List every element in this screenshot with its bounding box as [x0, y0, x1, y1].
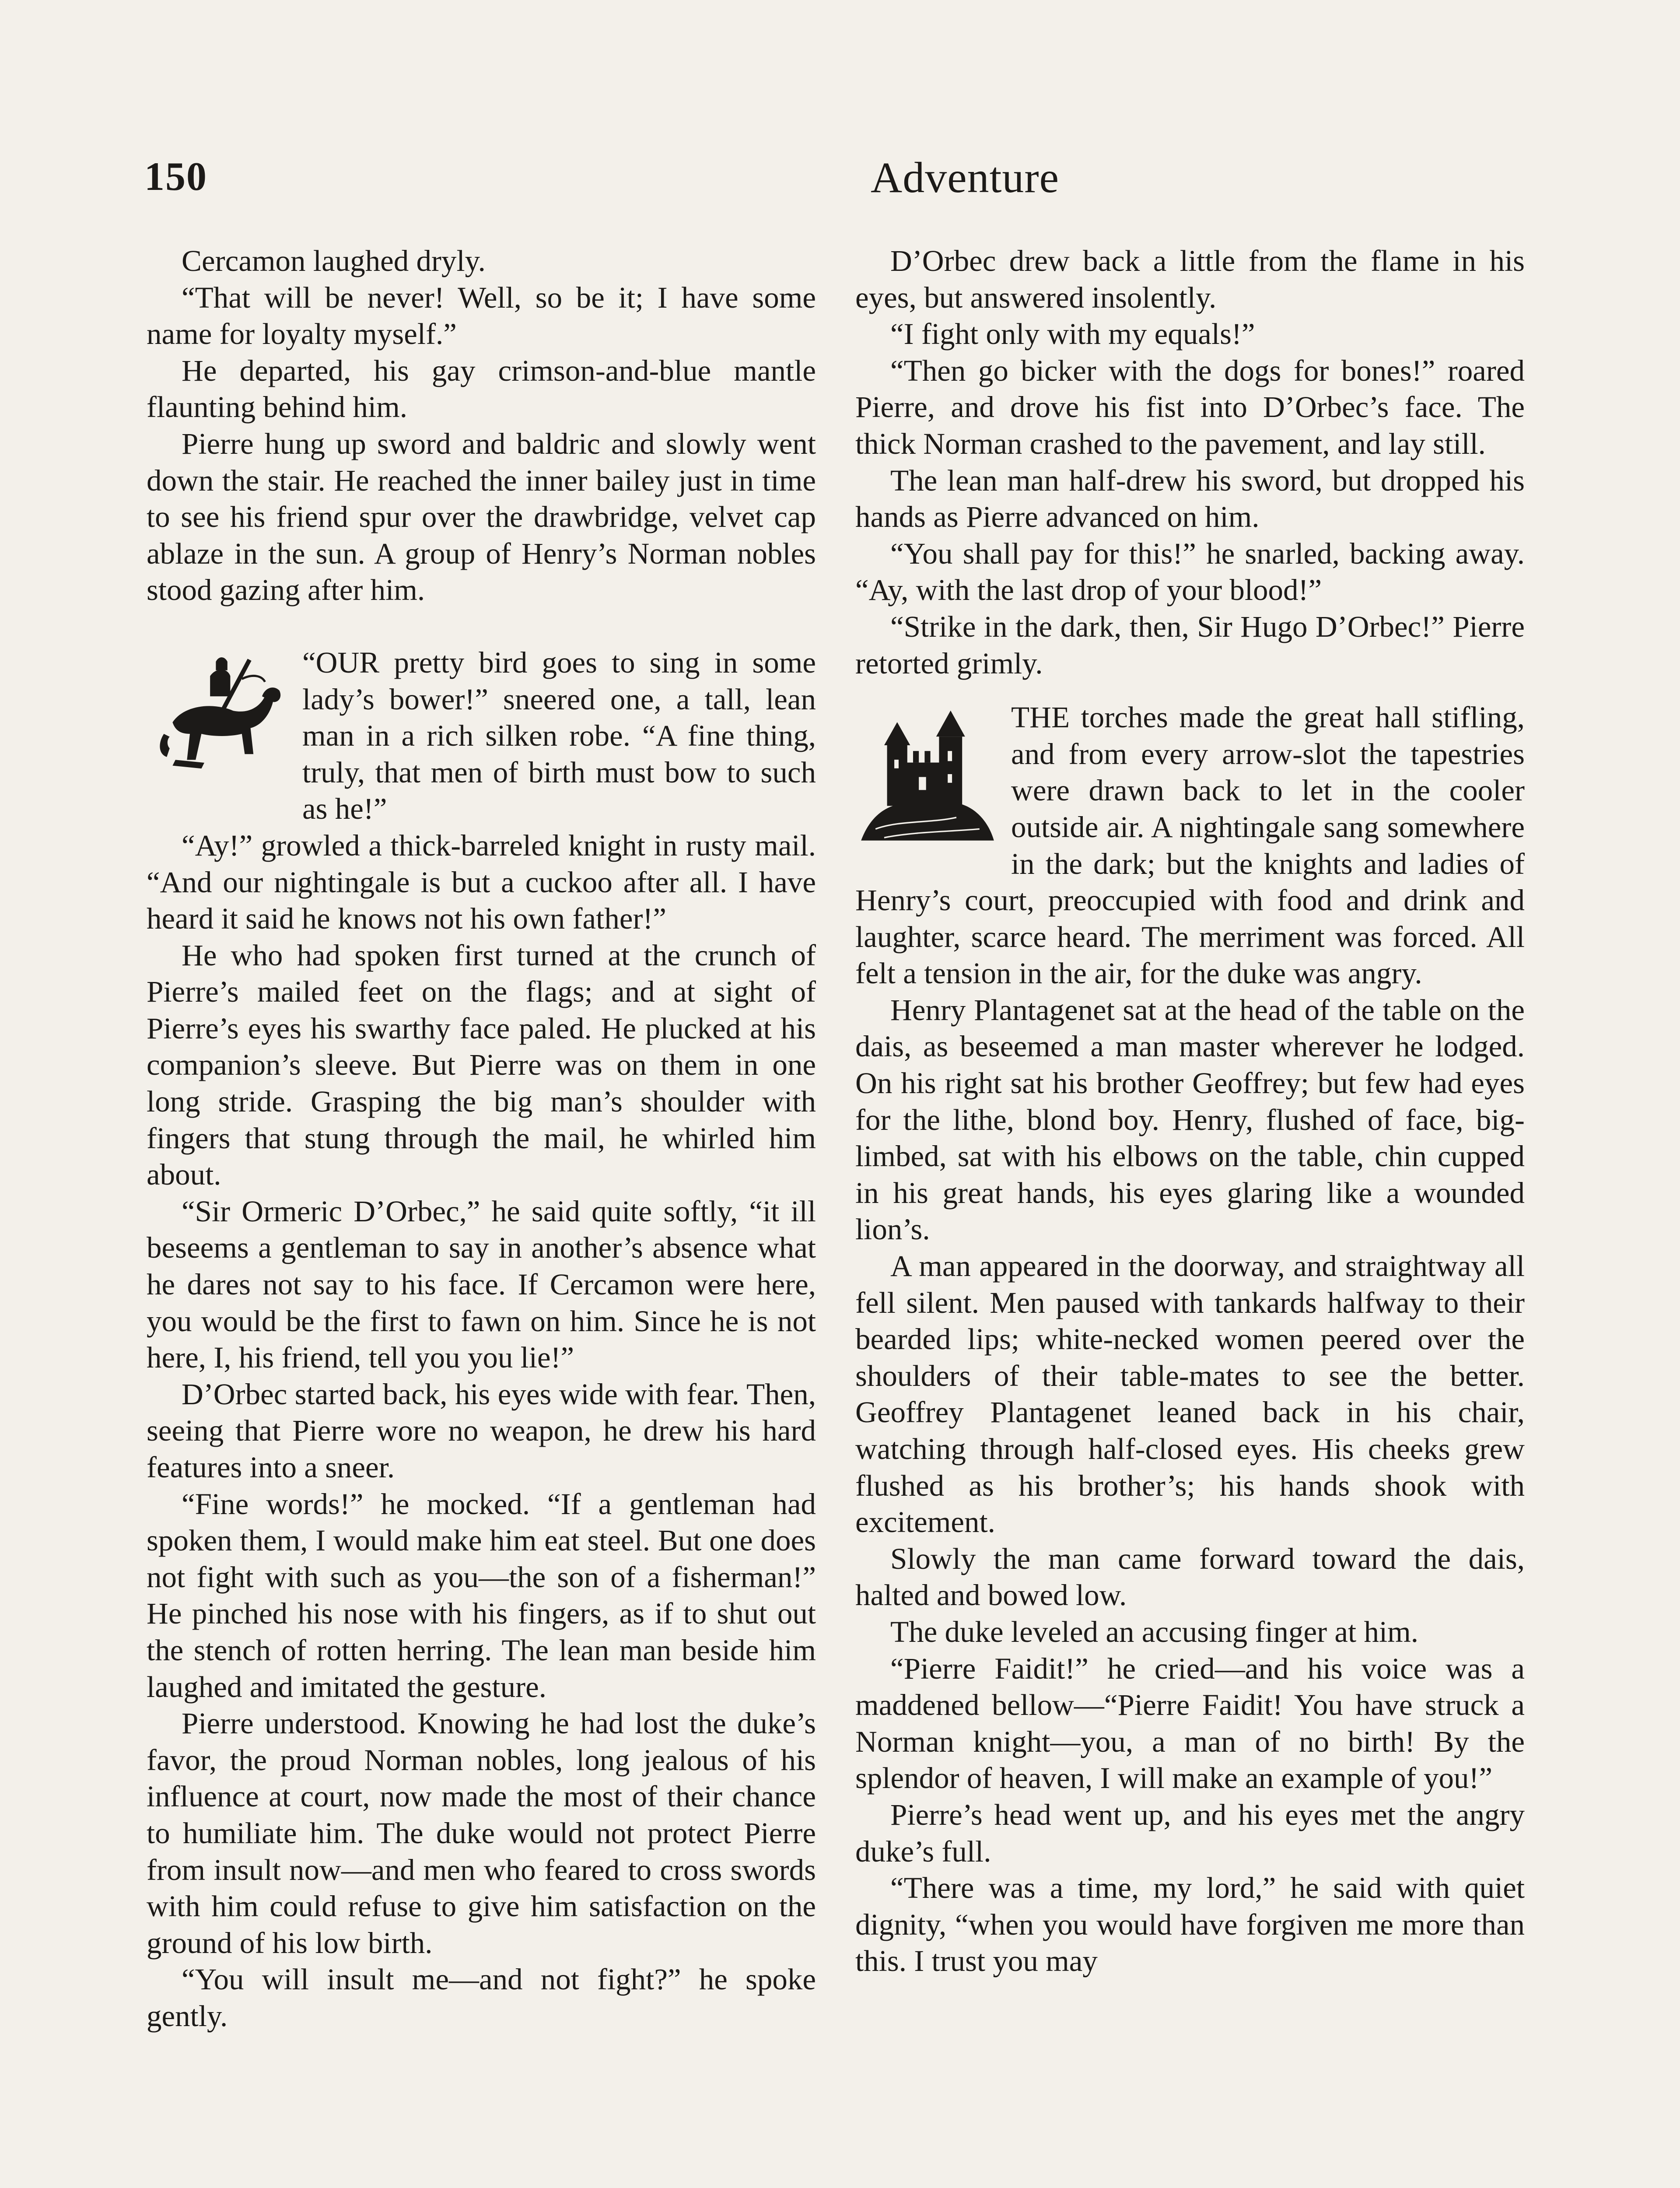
paragraph: “Ay!” growled a thick-barreled knight in rusty mail. “And our nightingale is but a cuckoo after all. I have heard it said he knows not his own father!”: [147, 828, 816, 936]
right-column: [855, 243, 1525, 1980]
paragraph: “I fight only with my equals!”: [890, 317, 1255, 351]
paragraph: Pierre hung up sword and baldric and slowly went down the stair. He reached the inner bailey just in time to see his friend spur over the drawbridge, velvet cap ablaze in the sun. A group of Henry’s Norman nobles stood gazing after him.: [147, 427, 816, 607]
paragraph: Pierre’s head went up, and his eyes met the angry duke’s full.: [855, 1798, 1525, 1868]
page-header: [144, 144, 1536, 206]
page-number: 150: [144, 154, 207, 199]
paragraph-dropcap: THE torches made the great hall stifling, and from every arrow-slot the tapestries were drawn back to let in the cooler outside air. A nightingale sang somewhere in the dark; but the knights and ladies of Henry’s court, preoccupied with food and drink and laughter, scarce heard. The merriment was forced. All felt a tension in the air, for the duke was angry.: [855, 701, 1525, 990]
paragraph: The duke leveled an accusing finger at him.: [890, 1615, 1419, 1648]
paragraph: “Then go bicker with the dogs for bones!” roared Pierre, and drove his fist into D’Orbec’s face. The thick Norman crashed to the pavement, and lay still.: [855, 354, 1525, 460]
paragraph: Pierre understood. Knowing he had lost the duke’s favor, the proud Norman nobles, long jealous of his influence at court, now made the most of their chance to humiliate him. The duke would not protect Pierre from insult now—and men who feared to cross swords with him could refuse to give him satisfaction on the ground of his low birth.: [147, 1707, 816, 1960]
castle-icon: [855, 702, 1000, 846]
paragraph: “Pierre Faidit!” he cried—and his voice was a maddened bellow—“Pierre Faidit! You have struck a Norman knight—you, a man of no birth! By the splendor of heaven, I will make an example of you!”: [855, 1652, 1525, 1795]
paragraph-dropcap: “OUR pretty bird goes to sing in some lady’s bower!” sneered one, a tall, lean man in a rich silken robe. “A fine thing, truly, that men of birth must bow to such as he!”: [302, 645, 816, 826]
paragraph: Slowly the man came forward toward the dais, halted and bowed low.: [855, 1542, 1525, 1612]
paragraph: The lean man half-drew his sword, but dropped his hands as Pierre advanced on him.: [855, 463, 1525, 534]
castle-illustration: [855, 702, 1000, 846]
knight-on-horse-icon: [147, 647, 291, 792]
paragraph: “You shall pay for this!” he snarled, backing away. “Ay, with the last drop of your blood!”: [855, 536, 1525, 607]
paragraph: He departed, his gay crimson-and-blue mantle flaunting behind him.: [147, 354, 816, 424]
paragraph: D’Orbec drew back a little from the flame in his eyes, but answered insolently.: [855, 244, 1525, 314]
running-title: Adventure: [871, 153, 1060, 202]
paragraph: D’Orbec started back, his eyes wide with fear. Then, seeing that Pierre wore no weapon, he drew his hard features into a sneer.: [147, 1377, 816, 1484]
paragraph: “You will insult me—and not fight?” he spoke gently.: [147, 1963, 816, 2033]
section-break: [147, 609, 816, 645]
paragraph: He who had spoken first turned at the crunch of Pierre’s mailed feet on the flags; and at sight of Pierre’s eyes his swarthy face paled. He plucked at his companion’s sleeve. But Pierre was on them in one long stride. Grasping the big man’s shoulder with fingers that stung through the mail, he whirled him about.: [147, 938, 816, 1192]
paragraph: “There was a time, my lord,” he said with quiet dignity, “when you would have forgiven me more than this. I trust you may: [855, 1871, 1525, 1978]
paragraph: “That will be never! Well, so be it; I have some name for loyalty myself.”: [147, 281, 816, 351]
knight-on-horse-illustration: [147, 647, 291, 792]
paragraph: Henry Plantagenet sat at the head of the table on the dais, as beseemed a man master wherever he lodged. On his right sat his brother Geoffrey; but few had eyes for the lithe, blond boy. Henry, flushed of face, big-limbed, sat with his elbows on the table, chin cupped in his great hands, his eyes glaring like a wounded lion’s.: [855, 993, 1525, 1246]
paragraph: “Strike in the dark, then, Sir Hugo D’Orbec!” Pierre retorted grimly.: [855, 610, 1525, 680]
paragraph: A man appeared in the doorway, and straightway all fell silent. Men paused with tankards halfway to their bearded lips; white-necked women peered over the shoulders of their table-mates to see the better. Geoffrey Plantagenet leaned back in his chair, watching through half-closed eyes. His cheeks grew flushed as his brother’s; his hands shook with excitement.: [855, 1249, 1525, 1539]
section-break: [855, 682, 1525, 699]
paragraph: Cercamon laughed dryly.: [182, 244, 486, 277]
paragraph: “Sir Ormeric D’Orbec,” he said quite softly, “it ill beseems a gentleman to say in another’s absence what he dares not say to his face. If Cercamon were here, you would be the first to fawn on him. Since he is not here, I, his friend, tell you you lie!”: [147, 1194, 816, 1375]
left-column: [147, 243, 816, 2035]
paragraph: “Fine words!” he mocked. “If a gentleman had spoken them, I would make him eat steel. But one does not fight with such as you—the son of a fisherman!” He pinched his nose with his fingers, as if to shut out the stench of rotten herring. The lean man beside him laughed and imitated the gesture.: [147, 1487, 816, 1704]
